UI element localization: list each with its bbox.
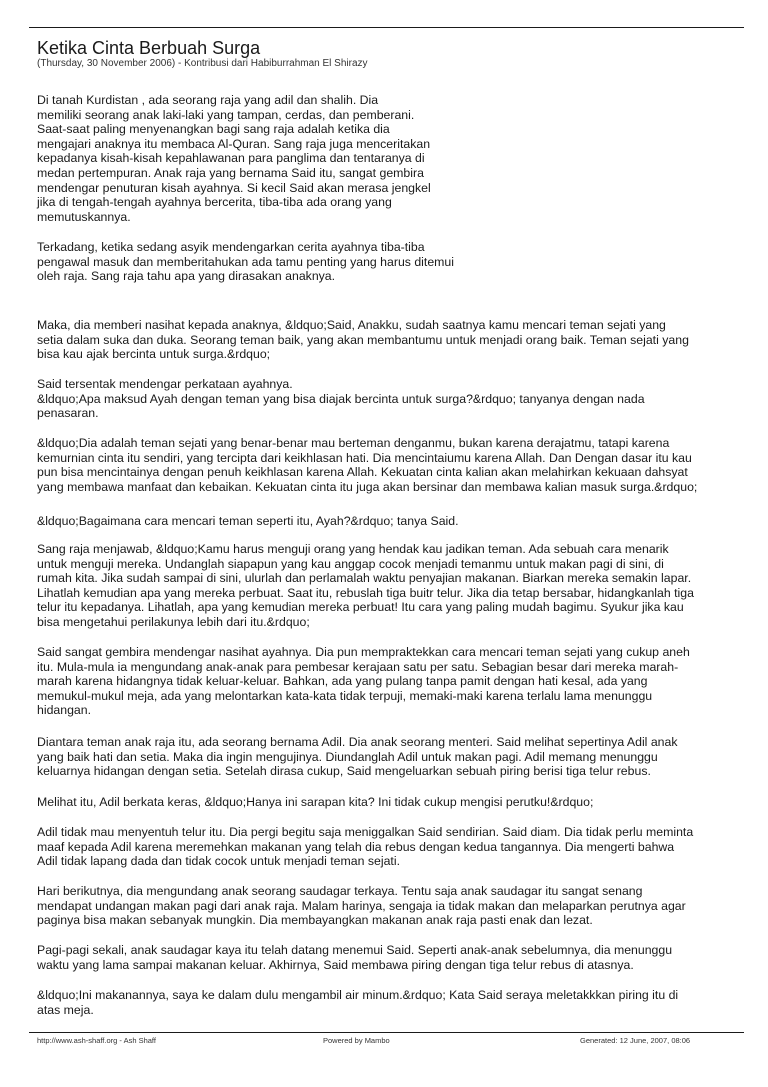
paragraph-10: Melihat itu, Adil berkata keras, &ldquo;Hanya ini sarapan kita? Ini tidak cukup mengisi perutku!&rdquo; [37,795,594,809]
footer-generated-date: Generated: 12 June, 2007, 08:06 [580,1036,691,1045]
paragraph-9: Diantara teman anak raja itu, ada seorang bernama Adil. Dia anak seorang menteri. Said melihat sepertinya Adil anak yang baik hati dan setia. Maka dia ingin mengujinya. Diundanglah Adil untuk makan pagi. Adil memang menunggu keluarnya hidangan dengan setia. Setelah dirasa cukup, Said mengeluarkan sebuah piring berisi tiga telur rebus. [37,735,678,779]
article-title: Ketika Cinta Berbuah Surga [37,38,261,58]
paragraph-4: Said tersentak mendengar perkataan ayahnya. &ldquo;Apa maksud Ayah dengan teman yang bisa diajak bercinta untuk surga?&rdquo; tanyanya dengan nada penasaran. [37,377,645,421]
footer-rule [29,1032,744,1033]
paragraph-5: &ldquo;Dia adalah teman sejati yang benar-benar mau berteman denganmu, bukan karena derajatmu, tatapi karena kemurnian cinta itu sendiri, yang tercipta dari keikhlasan hati. Dia mencintaiumu karena Allah. Dan Dengan dasar itu kau pun bisa mencintainya dengan penuh keikhlasan karena Allah. Kekuatan cinta kalian akan melahirkan kekuaan dahsyat yang membawa manfaat dan kebaikan. Kekuatan cinta itu juga akan bersinar dan membawa kalian masuk surga.&rdquo; [37,436,698,494]
paragraph-13: Pagi-pagi sekali, anak saudagar kaya itu telah datang menemui Said. Seperti anak-anak sebelumnya, dia menunggu waktu yang lama sampai makanan keluar. Akhirnya, Said membawa piring dengan tiga telur rebus di atasnya. [37,943,673,972]
paragraph-8: Said sangat gembira mendengar nasihat ayahnya. Dia pun mempraktekkan cara mencari teman sejati yang cukup aneh itu. Mula-mula ia mengundang anak-anak para pembesar kerajaan satu per satu. Sebagian besar dari mereka marah- marah karena hidangnya tidak keluar-keluar. Bahkan, ada yang pulang tanpa pamit dengan hati kesal, ada yang memukul-mukul meja, ada yang melontarkan kata-kata tidak terpuji, memaki-maki karena terlalu lama menunggu hidangan. [37,645,690,718]
footer-powered-by: Powered by Mambo [323,1036,390,1045]
paragraph-3: Maka, dia memberi nasihat kepada anaknya, &ldquo;Said, Anakku, sudah saatnya kamu mencari teman sejati yang setia dalam suka dan duka. Seorang teman baik, yang akan membantumu untuk menjadi orang baik. Teman sejati yang bisa kau ajak bercinta untuk surga.&rdquo; [37,318,689,362]
footer-site-link[interactable]: http://www.ash-shaff.org - Ash Shaff [37,1036,156,1045]
paragraph-14: &ldquo;Ini makanannya, saya ke dalam dulu mengambil air minum.&rdquo; Kata Said seraya meletakkkan piring itu di atas meja. [37,988,679,1017]
paragraph-12: Hari berikutnya, dia mengundang anak seorang saudagar terkaya. Tentu saja anak saudagar itu sangat senang mendapat undangan makan pagi dari anak raja. Malam harinya, sengaja ia tidak makan dan melaparkan perutnya agar paginya bisa makan sebanyak mungkin. Dia membayangkan makanan anak raja pasti enak dan lezat. [37,884,686,928]
paragraph-11: Adil tidak mau menyentuh telur itu. Dia pergi begitu saja meniggalkan Said sendirian. Said diam. Dia tidak perlu meminta maaf kepada Adil karena meremehkan makanan yang telah dia rebus dengan kedua tangannya. Dia mengerti bahwa Adil tidak lapang dada dan tidak cocok untuk menjadi teman sejati. [37,825,694,869]
paragraph-7: Sang raja menjawab, &ldquo;Kamu harus menguji orang yang hendak kau jadikan teman. Ada sebuah cara menarik untuk menguji mereka. Undanglah siapapun yang kau anggap cocok menjadi temanmu untuk makan pagi di sini, di rumah kita. Jika sudah sampai di sini, ulurlah dan perlamalah waktu penyajian makanan. Biarkan mereka semakin lapar. Lihatlah kemudian apa yang mereka perbuat. Saat itu, rebuslah tiga buitr telur. Jika dia tetap bersabar, hidangkanlah tiga telur itu kepadanya. Lihatlah, apa yang kemudian mereka perbuat! Itu cara yang paling mudah bagimu. Syukur jika kau bisa mengetahui perilakunya lebih dari itu.&rdquo; [37,542,694,629]
top-rule [29,27,744,28]
paragraph-2: Terkadang, ketika sedang asyik mendengarkan cerita ayahnya tiba-tiba pengawal masuk dan memberitahukan ada tamu penting yang harus ditemui oleh raja. Sang raja tahu apa yang dirasakan anaknya. [37,240,454,284]
paragraph-6: &ldquo;Bagaimana cara mencari teman seperti itu, Ayah?&rdquo; tanya Said. [37,514,459,528]
paragraph-1: Di tanah Kurdistan , ada seorang raja yang adil dan shalih. Dia memiliki seorang anak laki-laki yang tampan, cerdas, dan pemberani. Saat-saat paling menyenangkan bagi sang raja adalah ketika dia mengajari anaknya itu membaca Al-Quran. Sang raja juga menceritakan kepadanya kisah-kisah kepahlawanan para panglima dan tentaranya di medan pertempuran. Anak raja yang bernama Said itu, sangat gembira mendengar penuturan kisah ayahnya. Si kecil Said akan merasa jengkel jika di tengah-tengah ayahnya bercerita, tiba-tiba ada orang yang memutuskannya. [37,93,431,224]
article-meta: (Thursday, 30 November 2006) - Kontribusi dari Habiburrahman El Shirazy [37,58,368,69]
